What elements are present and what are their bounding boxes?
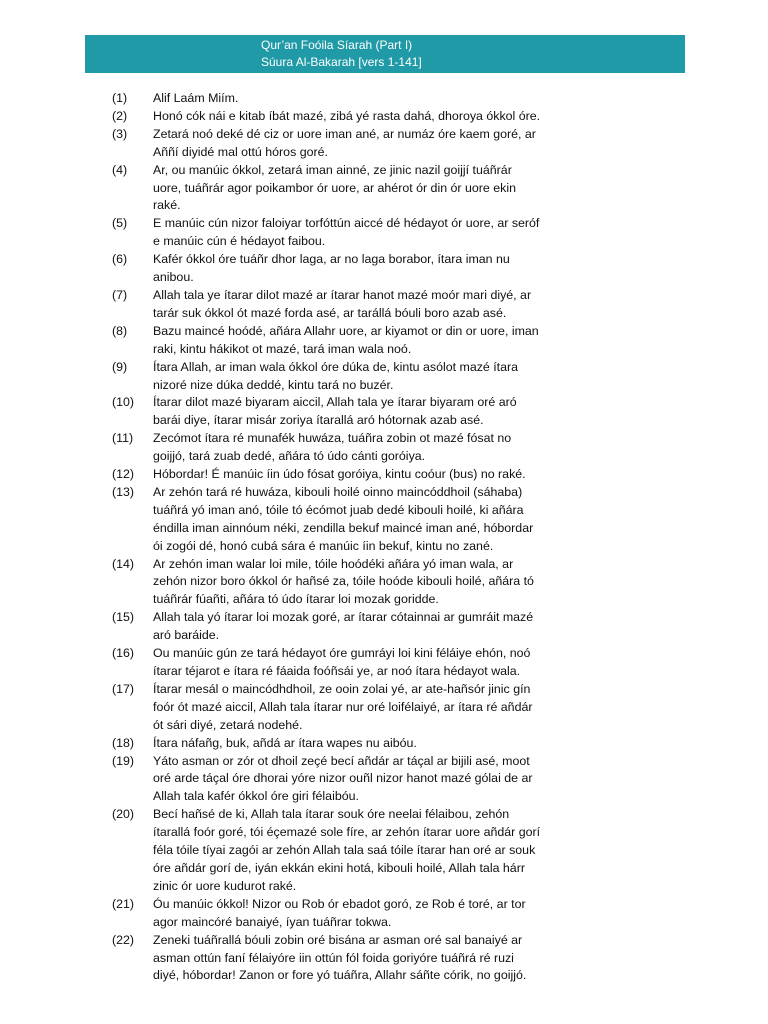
verse-line: Yáto asman or zór ot dhoil zeçé becí añdár ar táçal ar bijili asé, moot bbox=[153, 753, 530, 768]
verse-number: (20) bbox=[112, 807, 135, 822]
verse-text bbox=[153, 609, 612, 645]
verse-line: Ítarar mesál o maincódhdhoil, ze ooin zolai yé, ar ate-hañsór jinic gín bbox=[153, 681, 531, 696]
verse-item bbox=[112, 108, 612, 126]
verse-line: raké. bbox=[153, 198, 181, 213]
verse-text bbox=[153, 430, 612, 466]
verse-line: zinic ór uore kudurot raké. bbox=[153, 878, 297, 893]
verse-text bbox=[153, 287, 612, 323]
verse-item bbox=[112, 609, 612, 645]
verse-line: Ar zehón tará ré huwáza, kibouli hoilé oinno maincóddhoil (sáhaba) bbox=[153, 484, 523, 499]
verse-line: Ítara Allah, ar iman wala ókkol óre dúka de, kintu asólot mazé ítara bbox=[153, 359, 519, 374]
verse-line: raki, kintu hákikot ot mazé, tará iman wala noó. bbox=[153, 341, 412, 356]
verse-number: (8) bbox=[112, 323, 128, 338]
verse-line: ítarar téjarot e ítara ré fáaida foóñsái ye, ar noó ítara hédayot wala. bbox=[153, 664, 521, 678]
verse-text bbox=[153, 753, 612, 807]
verse-line: tuáñrá yó iman anó, tóile tó écómot juab dedé kibouli hoilé, ki añára bbox=[153, 502, 524, 517]
verse-line: zehón nizor boro ókkol ór hañsé za, tóile hoóde kibouli hoilé, añára tó bbox=[153, 574, 534, 589]
verse-item bbox=[112, 162, 612, 216]
verse-text bbox=[153, 681, 612, 735]
verse-line: Alif Laám Miím. bbox=[153, 91, 239, 105]
verse-item bbox=[112, 394, 612, 430]
verse-line: nizoré nize dúka deddé, kintu tará no buzér. bbox=[153, 377, 394, 392]
verse-number: (16) bbox=[112, 646, 135, 661]
verse-line: ítarallá foór goré, tói éçemazé sole fíre, ar zehón ítarar uore añdár gorí bbox=[153, 825, 541, 840]
verse-item bbox=[112, 359, 612, 395]
verse-text bbox=[153, 215, 612, 251]
verse-line: Allah tala ye ítarar dilot mazé ar ítarar hanot mazé moór mari diyé, ar bbox=[153, 287, 532, 302]
verse-line: Honó cók nái e kitab íbát mazé, zibá yé rasta dahá, dhoroya ókkol óre. bbox=[153, 108, 541, 123]
verse-number: (5) bbox=[112, 216, 128, 231]
verse-item bbox=[112, 126, 612, 162]
verse-line: Zeneki tuáñrallá bóuli zobin oré bisána ar asman oré sal banaiyé ar bbox=[153, 932, 523, 947]
verse-line: Ítara náfañg, buk, añdá ar ítara wapes nu aibóu. bbox=[153, 735, 417, 750]
verse-number: (13) bbox=[112, 484, 135, 499]
verse-number: (15) bbox=[112, 610, 135, 625]
verse-line: e manúic cún é hédayot faibou. bbox=[153, 234, 326, 249]
verse-number: (12) bbox=[112, 467, 135, 482]
verse-item bbox=[112, 806, 612, 896]
verse-line: óre añdár gorí de, iyán ekkán ekini hotá, kibouli hoilé, Allah tala hárr bbox=[153, 860, 525, 875]
verse-number: (4) bbox=[112, 162, 128, 177]
verse-number: (2) bbox=[112, 108, 128, 123]
document-title: Qur’an Foóila Síarah (Part I) bbox=[261, 38, 413, 52]
verse-line: Ar, ou manúic ókkol, zetará iman ainné, ze jinic nazil goijjí tuáñrár bbox=[153, 162, 512, 177]
verse-number: (18) bbox=[112, 735, 135, 750]
verse-number: (17) bbox=[112, 681, 135, 696]
verse-line: ót sári diyé, zetará nodehé. bbox=[153, 717, 303, 732]
verse-number: (22) bbox=[112, 932, 135, 947]
verse-text bbox=[153, 394, 612, 430]
verse-line: agor maincóré banaiyé, íyan tuáñrar tokwa. bbox=[153, 914, 392, 929]
verse-text bbox=[153, 126, 612, 162]
verse-text bbox=[153, 162, 612, 216]
verse-item bbox=[112, 484, 612, 556]
verse-line: aró baráide. bbox=[153, 628, 220, 643]
verse-line: E manúic cún nizor faloiyar torfóttún aiccé dé hédayot ór uore, ar seróf bbox=[153, 216, 540, 231]
verse-text bbox=[153, 896, 612, 932]
verse-item bbox=[112, 430, 612, 466]
verse-text bbox=[153, 735, 612, 753]
verse-item bbox=[112, 681, 612, 735]
verse-text bbox=[153, 932, 612, 986]
verse-line: tarár suk ókkol ót mazé forda asé, ar tarállá bóuli boro azab asé. bbox=[153, 305, 507, 320]
verse-text bbox=[153, 484, 612, 556]
verse-text bbox=[153, 251, 612, 287]
verse-line: Allah tala kafér ókkol óre giri félaibóu. bbox=[153, 789, 359, 804]
verse-text bbox=[153, 323, 612, 359]
verse-text bbox=[153, 90, 612, 108]
verse-line: Allah tala yó ítarar loi mozak goré, ar ítarar cótainnai ar gumráit mazé bbox=[153, 610, 534, 625]
verse-line: asman ottún faní félaiyóre iin ottún fól foida goriyóre tuáñrá ré ruzi bbox=[153, 950, 514, 965]
verse-line: Kafér ókkol óre tuáñr dhor laga, ar no laga borabor, ítara iman nu bbox=[153, 252, 510, 267]
verse-line: Hóbordar! É manúic íin údo fósat goróiya, kintu coóur (bus) no raké. bbox=[153, 467, 526, 482]
verse-line: Aññí diyidé mal ottú hóros goré. bbox=[153, 144, 328, 159]
verse-item bbox=[112, 645, 612, 681]
verse-line: éndilla iman ainnóum néki, zendilla bekuf maincé iman ané, hóbordar bbox=[153, 520, 534, 535]
verse-line: Ou manúic gún ze tará hédayot óre gumráyi loi kini féláiye ehón, noó bbox=[153, 646, 531, 661]
verse-number: (19) bbox=[112, 753, 135, 768]
verse-item bbox=[112, 287, 612, 323]
verse-line: féla tóile tíyai zagói ar zehón Allah tala saá tóile ítarar han oré ar souk bbox=[153, 843, 536, 858]
verse-line: Ar zehón iman walar loi mile, tóile hoódéki añára yó iman wala, ar bbox=[153, 556, 514, 571]
verse-line: Óu manúic ókkol! Nizor ou Rob ór ebadot goró, ze Rob é toré, ar tor bbox=[153, 896, 526, 911]
verse-line: foór ót mazé aiccil, Allah tala ítarar nur oré loifélaiyé, ar ítara ré añdár bbox=[153, 699, 533, 714]
verse-item bbox=[112, 735, 612, 753]
verse-item bbox=[112, 753, 612, 807]
document-header bbox=[85, 35, 685, 73]
verse-line: oré arde táçal óre dhorai yóre nizor ouñl nizor hanot mazé gólai de ar bbox=[153, 771, 533, 786]
verse-number: (11) bbox=[112, 431, 134, 446]
verse-line: diyé, hóbordar! Zanon or fore yó tuáñra, Allahr sáñte córik, no goijjó. bbox=[153, 968, 527, 983]
verse-line: anibou. bbox=[153, 270, 194, 285]
verse-line: Bazu maincé hoódé, añára Allahr uore, ar kiyamot or din or uore, iman bbox=[153, 323, 539, 338]
verse-number: (14) bbox=[112, 556, 135, 571]
verse-line: Zecómot ítara ré munafék huwáza, tuáñra zobin ot mazé fósat no bbox=[153, 431, 512, 446]
verse-text bbox=[153, 806, 612, 896]
verse-line: Becí hañsé de ki, Allah tala ítarar souk óre neelai félaibou, zehón bbox=[153, 807, 510, 822]
verse-item bbox=[112, 556, 612, 610]
verse-text bbox=[153, 359, 612, 395]
verse-item bbox=[112, 251, 612, 287]
verse-line: goijjó, tará zuab dedé, añára tó údo cánti goróiya. bbox=[153, 449, 426, 464]
verse-number: (7) bbox=[112, 287, 128, 302]
verse-item bbox=[112, 90, 612, 108]
verse-line: tuáñrár fúañti, añára tó údo ítarar loi mozak goridde. bbox=[153, 592, 439, 607]
verse-number: (6) bbox=[112, 252, 128, 267]
verse-number: (10) bbox=[112, 395, 135, 410]
verse-number: (3) bbox=[112, 126, 128, 141]
verse-list bbox=[112, 90, 612, 985]
verse-text bbox=[153, 645, 612, 681]
verse-number: (21) bbox=[112, 896, 135, 911]
verse-line: Ítarar dilot mazé biyaram aiccil, Allah tala ye ítarar biyaram oré aró bbox=[153, 395, 517, 410]
verse-item bbox=[112, 215, 612, 251]
verse-number: (1) bbox=[112, 91, 128, 105]
verse-text bbox=[153, 108, 612, 126]
verse-item bbox=[112, 323, 612, 359]
verse-line: uore, tuáñrár agor poikambor ór uore, ar ahérot ór din ór uore ekin bbox=[153, 180, 516, 195]
verse-text bbox=[153, 466, 612, 484]
verse-item bbox=[112, 932, 612, 986]
document-subtitle: Súura Al-Bakarah [vers 1-141] bbox=[261, 55, 422, 69]
verse-item bbox=[112, 896, 612, 932]
verse-number: (9) bbox=[112, 359, 128, 374]
verse-line: Zetará noó deké dé ciz or uore iman ané, ar numáz óre kaem goré, ar bbox=[153, 126, 536, 141]
verse-line: barái diye, ítarar misár zoriya ítarallá aró hótornak azab asé. bbox=[153, 413, 484, 428]
verse-item bbox=[112, 466, 612, 484]
verse-line: ói zogói dé, honó cubá sára é manúic íin bekuf, kintu no zané. bbox=[153, 538, 494, 553]
verse-text bbox=[153, 556, 612, 610]
